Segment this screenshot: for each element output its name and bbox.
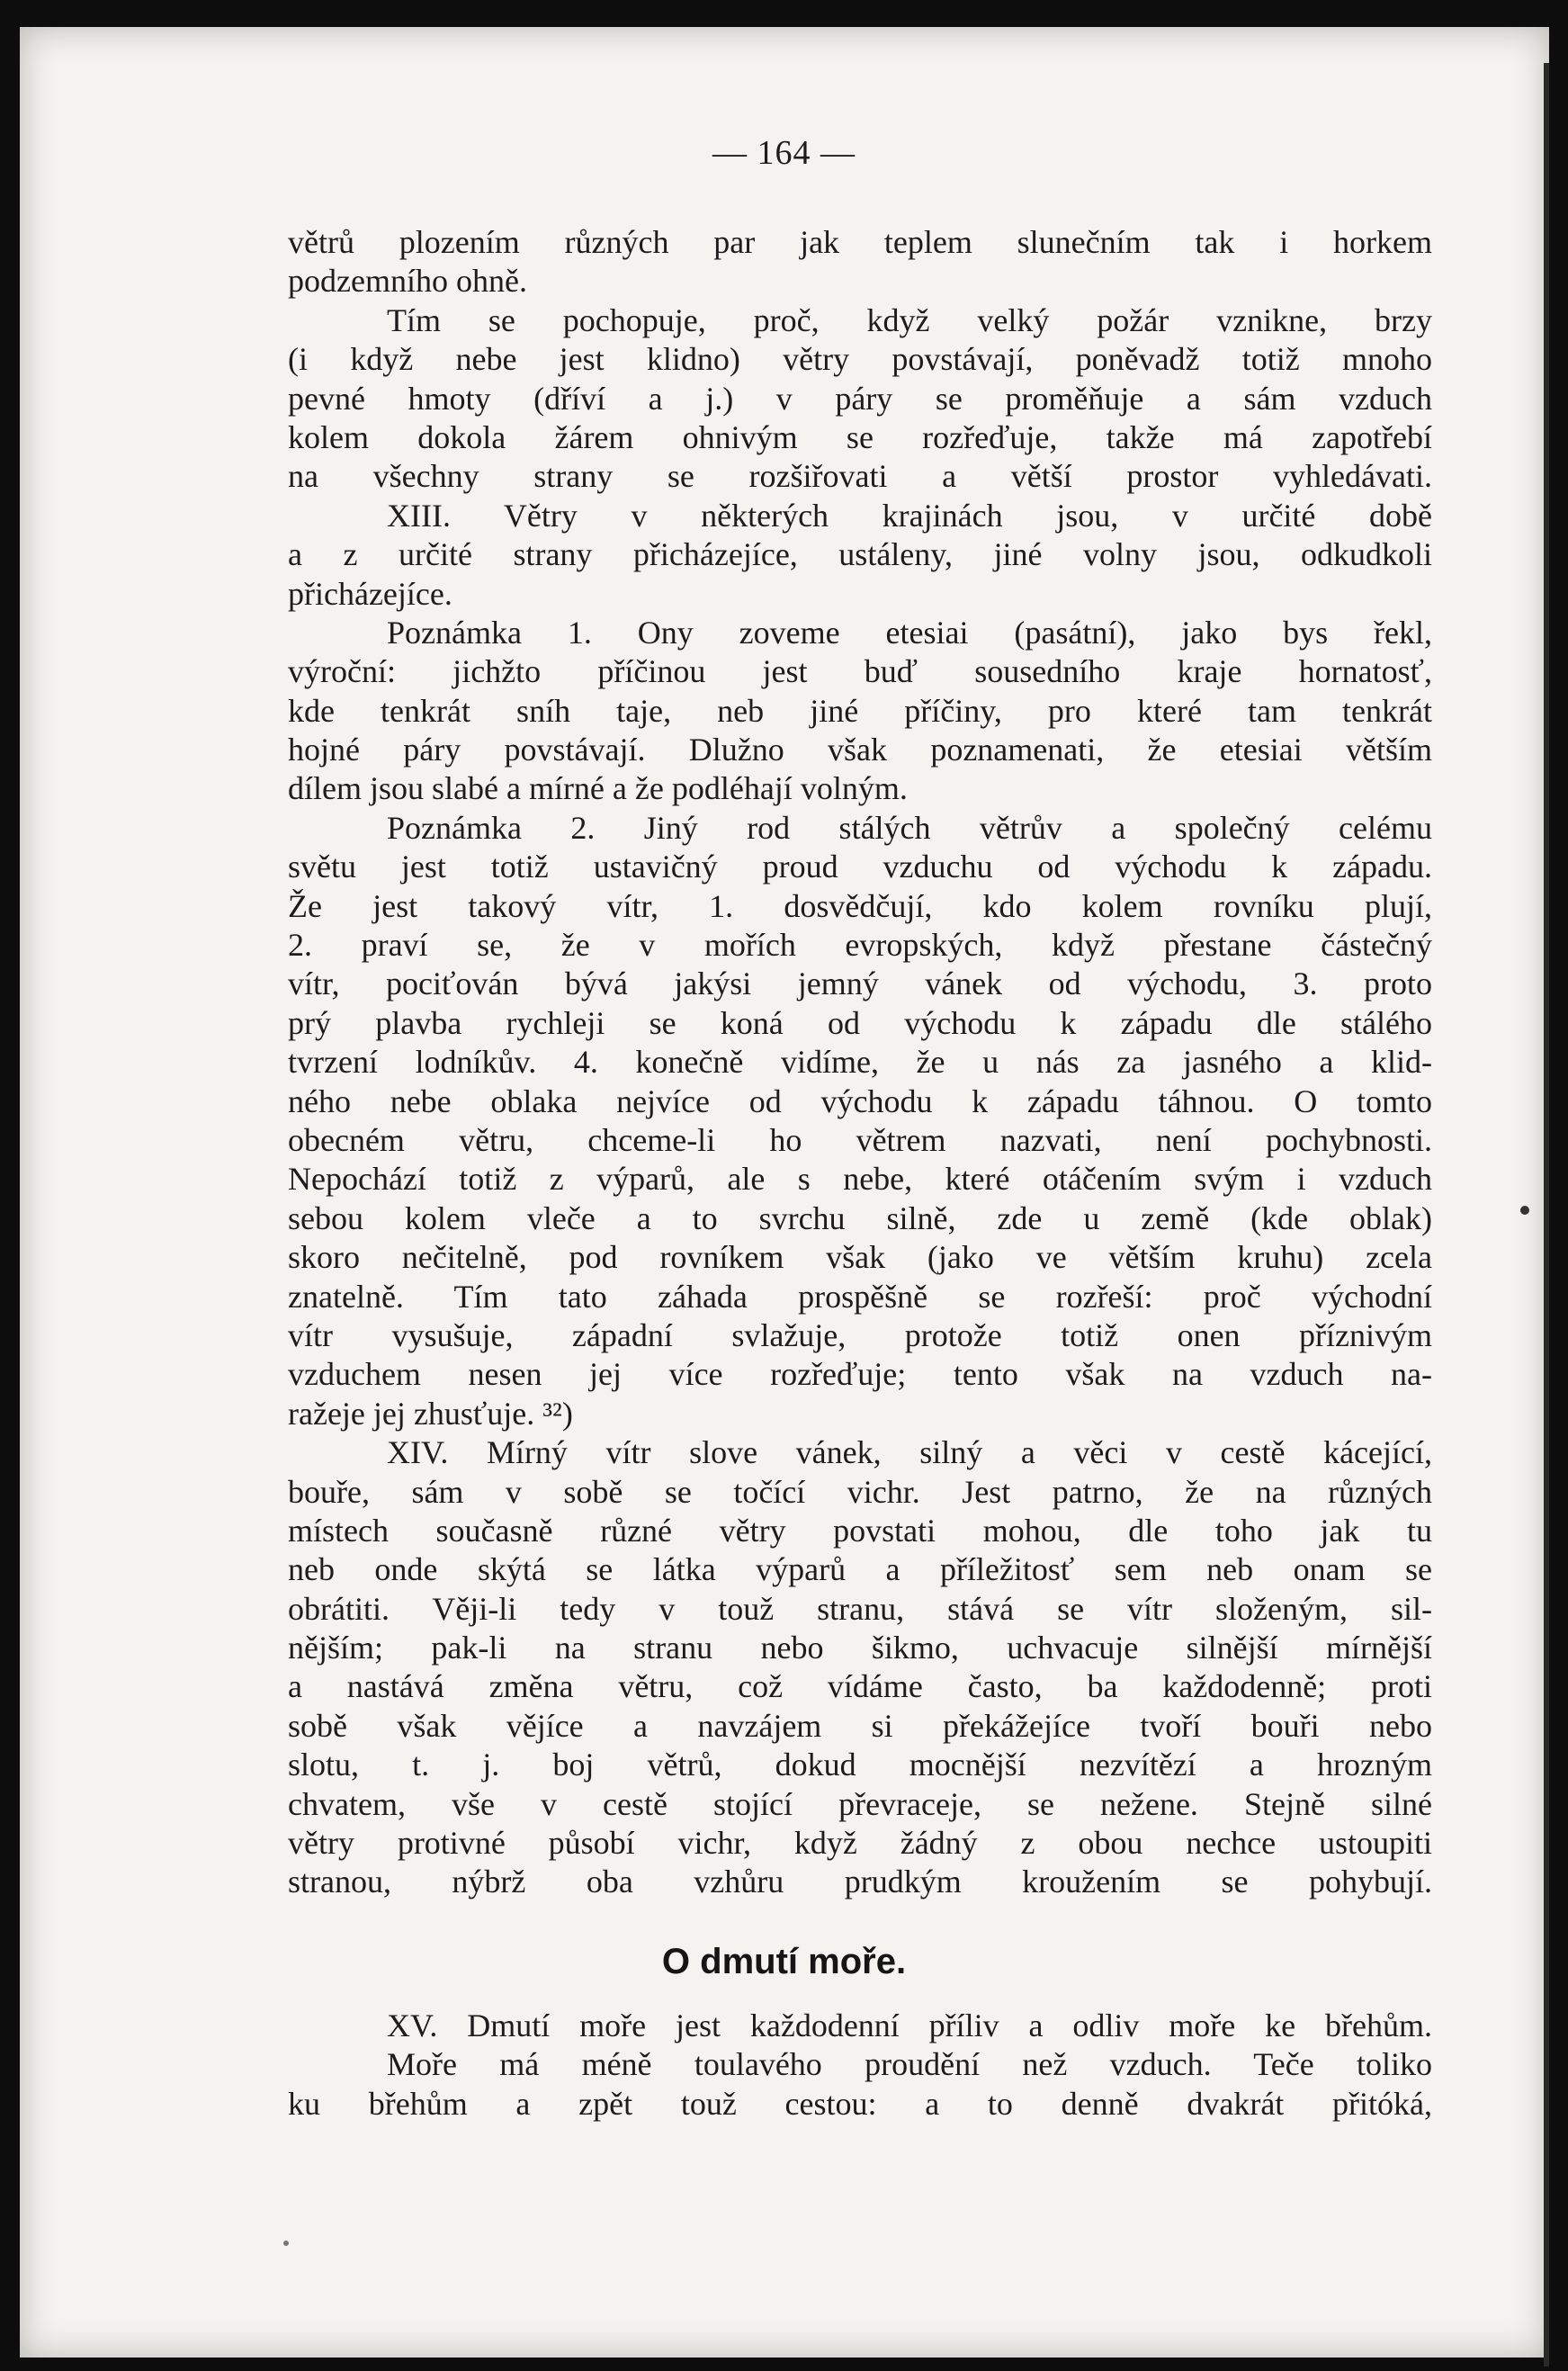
text-line: větrů plozením různých par jak teplem slunečním tak i horkem xyxy=(288,224,1432,260)
text-line: stranou, nýbrž oba vzhůru prudkým kroužením se pohybují. xyxy=(288,1864,1432,1900)
text-line: ražeje jej zhusťuje. ³²) xyxy=(288,1395,573,1432)
text-line: a nastává změna větru, což vídáme často, ba každodenně; proti xyxy=(288,1668,1432,1705)
page-number: — 164 — xyxy=(712,134,856,172)
scan-speck xyxy=(1520,1206,1529,1215)
text-line: výroční: jichžto příčinou jest buď sousedního kraje hornatosť, xyxy=(288,653,1432,690)
text-line: místech současně různé větry povstati mohou, dle toho jak tu xyxy=(288,1512,1432,1549)
text-line: vítr vysušuje, západní svlažuje, protože totiž onen příznivým xyxy=(288,1316,1432,1353)
text-line: Moře má méně toulavého proudění než vzduch. Teče toliko xyxy=(387,2046,1432,2083)
text-line: kolem dokola žárem ohnivým se rozřeďuje, takže má zapotřebí xyxy=(288,418,1432,455)
text-line: 2. praví se, že v mořích evropských, když přestane částečný xyxy=(288,927,1432,964)
page-edge-shadow xyxy=(1544,63,1549,2367)
text-line: znatelně. Tím tato záhada prospěšně se rozřeší: proč východní xyxy=(288,1278,1432,1315)
text-line: skoro nečitelně, pod rovníkem však (jako ve větším kruhu) zcela xyxy=(288,1239,1432,1276)
text-line: ku břehům a zpět touž cestou: a to denně dvakrát přitóká, xyxy=(288,2085,1432,2122)
text-line: na všechny strany se rozšiřovati a větší prostor vyhledávati. xyxy=(288,458,1432,495)
text-line: dílem jsou slabé a mírné a že podléhají volným. xyxy=(288,770,908,807)
text-line: Tím se pochopuje, proč, když velký požár vznikne, brzy xyxy=(387,301,1432,338)
text-line: Že jest takový vítr, 1. dosvědčují, kdo kolem rovníku plují, xyxy=(288,887,1432,924)
text-line: a z určité strany přicházejíce, ustáleny, jiné volny jsou, odkudkoli xyxy=(288,536,1432,573)
text-line: obecném větru, chceme-li ho větrem nazvati, není pochybnosti. xyxy=(288,1121,1432,1158)
text-line: ného nebe oblaka nejvíce od východu k západu táhnou. O tomto xyxy=(288,1082,1432,1119)
text-line: světu jest totiž ustavičný proud vzduchu od východu k západu. xyxy=(288,849,1432,885)
text-line: nějším; pak-li na stranu nebo šikmo, uchvacuje silnější mírnější xyxy=(288,1630,1432,1666)
text-line: přicházejíce. xyxy=(288,575,452,612)
text-line: prý plavba rychleji se koná od východu k západu dle stálého xyxy=(288,1004,1432,1041)
text-line: (i když nebe jest klidno) větry povstávají, poněvadž totiž mnoho xyxy=(288,341,1432,378)
text-line: tvrzení lodníkův. 4. konečně vidíme, že u nás za jasného a klid- xyxy=(288,1044,1432,1081)
section-heading: O dmutí moře. xyxy=(661,1942,907,1981)
text-line: vítr, pociťován bývá jakýsi jemný vánek od východu, 3. proto xyxy=(288,965,1432,1002)
text-line: bouře, sám v sobě se točící vichr. Jest patrno, že na různých xyxy=(288,1473,1432,1510)
text-line: větry protivné působí vichr, když žádný z obou nechce ustoupiti xyxy=(288,1825,1432,1862)
text-line: Nepochází totiž z výparů, ale s nebe, které otáčením svým i vzduch xyxy=(288,1161,1432,1198)
text-line: hojné páry povstávají. Dlužno však poznamenati, že etesiai větším xyxy=(288,732,1432,768)
text-line: Poznámka 2. Jiný rod stálých větrův a společný celému xyxy=(387,809,1432,846)
section-text xyxy=(288,2007,1432,2124)
text-line: Poznámka 1. Ony zoveme etesiai (pasátní), jako bys řekl, xyxy=(387,614,1432,651)
text-line: neb onde skýtá se látka výparů a příležitosť sem neb onam se xyxy=(288,1551,1432,1588)
body-text xyxy=(288,223,1432,1902)
text-line: XIV. Mírný vítr slove vánek, silný a věci v cestě kácející, xyxy=(387,1434,1432,1471)
text-line: obrátiti. Věji-li tedy v touž stranu, stává se vítr složeným, sil- xyxy=(288,1590,1432,1627)
text-line: podzemního ohně. xyxy=(288,263,527,300)
text-line: slotu, t. j. boj větrů, dokud mocnější nezvítězí a hrozným xyxy=(288,1747,1432,1783)
text-line: XV. Dmutí moře jest každodenní příliv a odliv moře ke břehům. xyxy=(387,2007,1432,2043)
text-line: vzduchem nesen jej více rozřeďuje; tento však na vzduch na- xyxy=(288,1356,1432,1393)
text-line: pevné hmoty (dříví a j.) v páry se proměňuje a sám vzduch xyxy=(288,380,1432,417)
text-line: sebou kolem vleče a to svrchu silně, zde u země (kde oblak) xyxy=(288,1199,1432,1236)
scan-speck xyxy=(283,2241,289,2246)
text-line: kde tenkrát sníh taje, neb jiné příčiny, pro které tam tenkrát xyxy=(288,692,1432,729)
text-line: XIII. Větry v některých krajinách jsou, v určité době xyxy=(387,497,1432,534)
text-line: chvatem, vše v cestě stojící převraceje, se nežene. Stejně silné xyxy=(288,1785,1432,1822)
text-line: sobě však vějíce a navzájem si překážejíce tvoří bouři nebo xyxy=(288,1707,1432,1744)
